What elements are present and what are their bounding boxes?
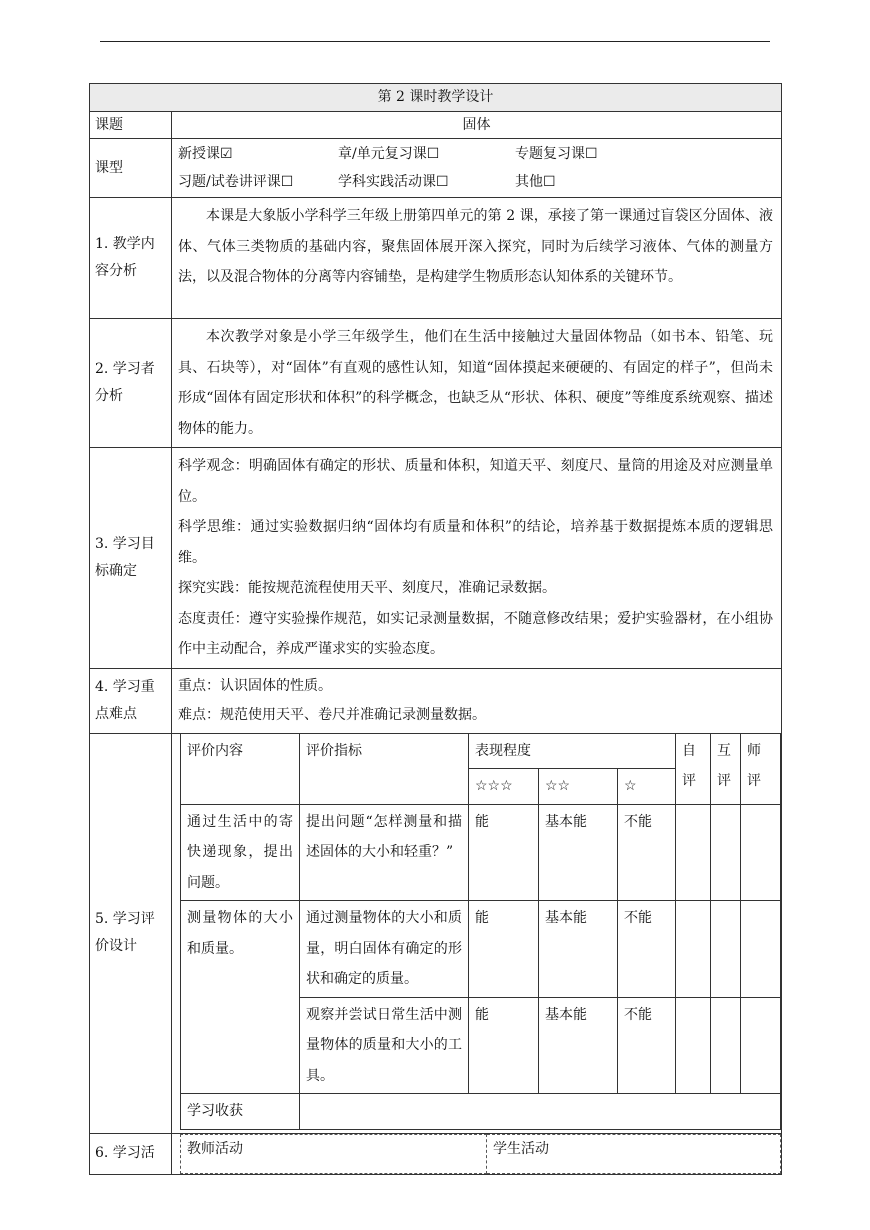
lesson-type-row [90,139,782,198]
objective-item: 态度责任：遵守实验操作规范，如实记录测量数据，不随意修改结果；爱护实验器材，在小组协作中主动配合，养成严谨求实的实验态度。 [178,610,773,657]
evaluation-label: 5. 学习评价设计 [90,733,172,1133]
objectives-list [172,448,782,669]
eval-level-3: 能 [469,804,539,901]
objective-item: 科学观念：明确固体有确定的形状、质量和体积，知道天平、刻度尺、量筒的用途及对应测量单位。 [178,458,773,505]
eval-level-2: 基本能 [539,804,618,901]
learner-analysis-row [90,319,782,448]
topic-row [90,112,782,139]
eval-content: 通过生活中的寄快递现象，提出问题。 [181,804,300,901]
topic-value: 固体 [172,112,782,139]
gain-value-cell[interactable] [300,1094,781,1130]
activities-label: 6. 学习活 [90,1133,172,1174]
lesson-plan-table [89,83,782,1175]
eval-level-1: 不能 [618,804,676,901]
lesson-type-option[interactable]: 新授课☑ [178,146,233,162]
activities-table [180,1134,781,1174]
evaluation-row [90,733,782,1133]
content-analysis-label: 1. 教学内容分析 [90,198,172,319]
content-analysis-text: 本课是大象版小学科学三年级上册第四单元的第 2 课，承接了第一课通过盲袋区分固体、液体、气体三类物质的基础内容，聚焦固体展开深入探究，同时为后续学习液体、气体的测量方法，以及混合物体的分离等内容铺垫，是构建学生物质形态认知体系的关键环节。 [172,198,782,319]
gain-row [181,1094,781,1130]
header-self: 自评 [676,733,711,804]
evaluation-table [180,733,781,1130]
header-level: 表现程度 [469,733,676,769]
key-point-item: 重点：认识固体的性质。 [178,677,332,694]
eval-level-2: 基本能 [539,901,618,998]
eval-self-cell[interactable] [676,901,711,998]
eval-peer-cell[interactable] [711,901,741,998]
header-teacher: 师评 [741,733,781,804]
lesson-type-option[interactable]: 章/单元复习课☐ [338,146,440,162]
objectives-label: 3. 学习目标确定 [90,448,172,669]
header-rule [100,41,770,42]
header-stars-3: ☆☆☆ [469,769,539,805]
key-points-row [90,668,782,733]
lesson-type-options [172,139,782,198]
topic-label: 课题 [90,112,172,139]
eval-level-3: 能 [469,997,539,1094]
lesson-type-label: 课型 [90,139,172,198]
content-analysis-row [90,198,782,319]
table-row [181,901,781,998]
activities-cell [172,1133,782,1174]
teacher-activity-header: 教师活动 [181,1134,487,1173]
eval-teacher-cell[interactable] [741,901,781,998]
eval-peer-cell[interactable] [711,804,741,901]
eval-peer-cell[interactable] [711,997,741,1094]
header-stars-1: ☆ [618,769,676,805]
lesson-type-option[interactable]: 习题/试卷讲评课☐ [178,174,294,190]
eval-level-3: 能 [469,901,539,998]
header-content: 评价内容 [181,733,300,804]
eval-level-1: 不能 [618,901,676,998]
header-indicator: 评价指标 [300,733,469,804]
learner-analysis-label: 2. 学习者分析 [90,319,172,448]
eval-indicator: 提出问题“怎样测量和描述固体的大小和轻重？” [300,804,469,901]
eval-content: 测量物体的大小和质量。 [181,901,300,1094]
eval-self-cell[interactable] [676,997,711,1094]
lesson-type-option[interactable]: 专题复习课☐ [515,146,598,162]
activities-row [90,1133,782,1174]
eval-level-1: 不能 [618,997,676,1094]
eval-self-cell[interactable] [676,804,711,901]
table-row [181,804,781,901]
key-points-list [172,668,782,733]
lesson-type-option[interactable]: 学科实践活动课☐ [338,174,449,190]
key-points-label: 4. 学习重点难点 [90,668,172,733]
eval-indicator: 通过测量物体的大小和质量，明白固体有确定的形状和确定的质量。 [300,901,469,998]
objective-item: 科学思维：通过实验数据归纳“固体均有质量和体积”的结论，培养基于数据提炼本质的逻辑思维。 [178,519,773,566]
objective-item: 探究实践：能按规范流程使用天平、刻度尺，准确记录数据。 [178,580,556,596]
eval-teacher-cell[interactable] [741,997,781,1094]
eval-teacher-cell[interactable] [741,804,781,901]
eval-level-2: 基本能 [539,997,618,1094]
eval-indicator: 观察并尝试日常生活中测量物体的质量和大小的工具。 [300,997,469,1094]
doc-title: 第 2 课时教学设计 [90,84,782,112]
lesson-type-option[interactable]: 其他☐ [515,174,556,190]
learner-analysis-text: 本次教学对象是小学三年级学生，他们在生活中接触过大量固体物品（如书本、铅笔、玩具、石块等），对“固体”有直观的感性认知，知道“固体摸起来硬硬的、有固定的样子”，但尚未形成“固体有固定形状和体积”的科学概念，也缺乏从“形状、体积、硬度”等维度系统观察、描述物体的能力。 [172,319,782,448]
title-row [90,84,782,112]
student-activity-header: 学生活动 [487,1134,781,1173]
objectives-row [90,448,782,669]
key-point-item: 难点：规范使用天平、卷尺并准确记录测量数据。 [178,706,486,723]
gain-label: 学习收获 [181,1094,300,1130]
header-stars-2: ☆☆ [539,769,618,805]
evaluation-cell [172,733,782,1133]
header-peer: 互评 [711,733,741,804]
